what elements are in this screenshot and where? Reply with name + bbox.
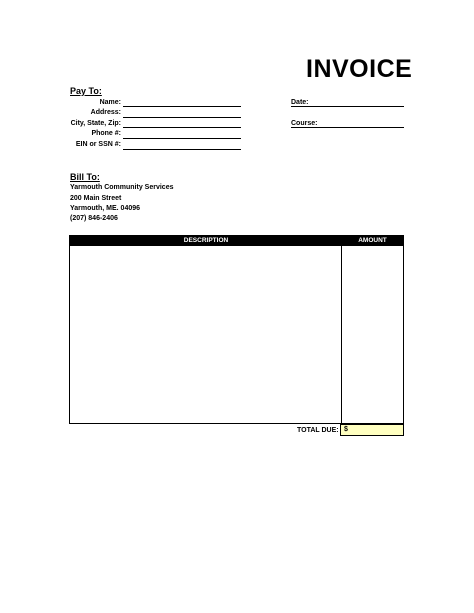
invoice-title: INVOICE [306,55,413,83]
total-due-label: TOTAL DUE: [297,427,339,434]
date-field[interactable] [291,106,404,107]
line-items-table [69,235,404,424]
city-state-zip-field[interactable] [123,127,241,128]
name-field[interactable] [123,106,241,107]
pay-to-heading: Pay To: [70,86,102,96]
bill-to-street: 200 Main Street [70,195,122,202]
address-label: Address: [90,109,121,116]
ein-ssn-field[interactable] [123,149,241,150]
amount-column-header: AMOUNT [358,237,387,244]
bill-to-heading: Bill To: [70,172,100,182]
column-divider [341,246,342,423]
bill-to-organization: Yarmouth Community Services [70,184,174,191]
table-header [70,236,403,246]
date-label: Date: [291,99,309,106]
phone-field[interactable] [123,138,241,139]
city-state-zip-label: City, State, Zip: [70,120,121,127]
ein-ssn-label: EIN or SSN #: [75,141,121,148]
bill-to-phone: (207) 846-2406 [70,215,118,222]
total-due-field[interactable] [340,424,404,436]
course-label: Course: [291,120,318,127]
phone-label: Phone #: [91,130,121,137]
description-column-header: DESCRIPTION [183,237,229,244]
address-field[interactable] [123,117,241,118]
course-field[interactable] [291,127,404,128]
currency-symbol: $ [344,426,348,433]
name-label: Name: [99,99,121,106]
bill-to-city: Yarmouth, ME. 04096 [70,205,141,212]
